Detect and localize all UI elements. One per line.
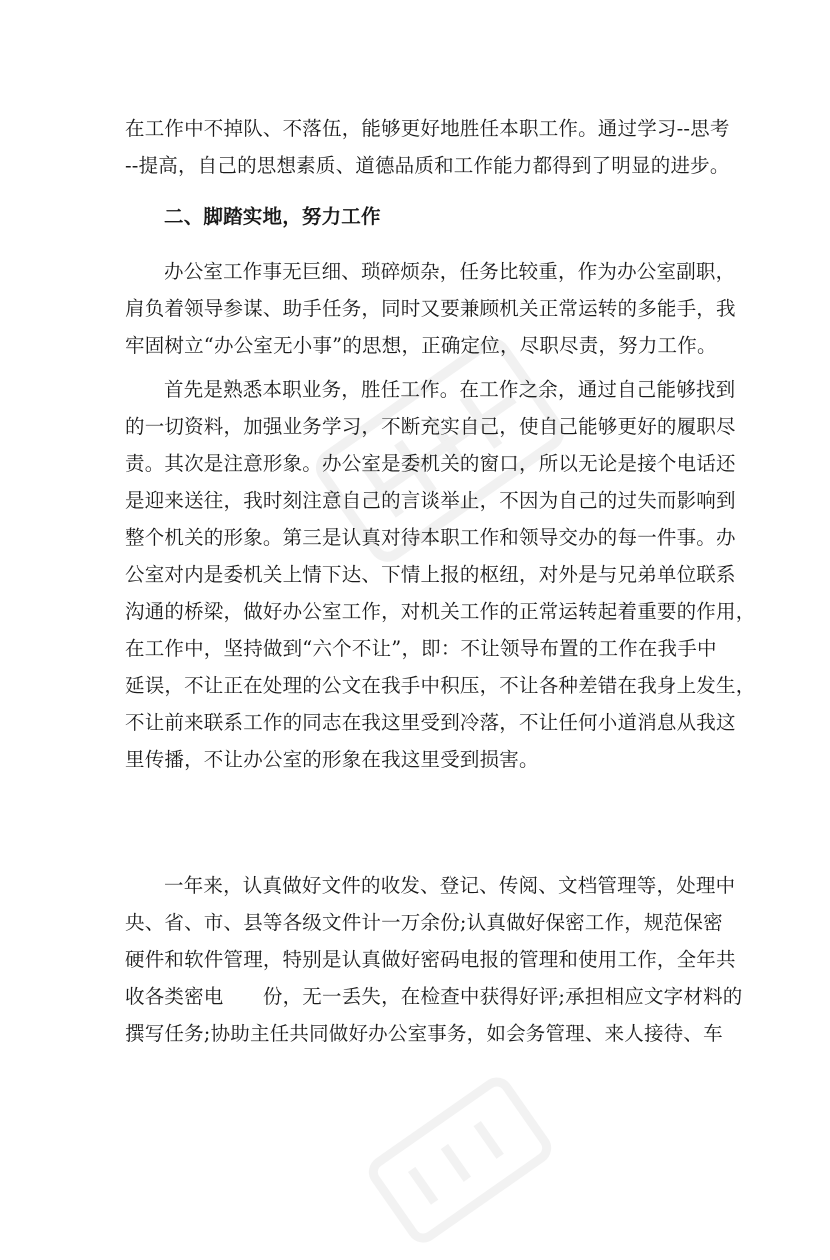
text-line: 央、省、市、县等各级文件计一万余份;认真做好保密工作，规范保密 xyxy=(125,911,723,934)
text-line: 不让前来联系工作的同志在我这里受到冷落，不让任何小道消息从我这 xyxy=(125,711,736,734)
paragraph-year-summary xyxy=(125,867,743,1052)
text-line: 办公室工作事无巨细、琐碎烦杂，任务比较重，作为办公室副职， xyxy=(164,260,736,283)
text-line: 里传播，不让办公室的形象在我这里受到损害。 xyxy=(125,748,539,771)
text-line: 是迎来送往，我时刻注意自己的言谈举止，不因为自己的过失而影响到 xyxy=(125,489,736,512)
text-line: 一年来，认真做好文件的收发、登记、传阅、文档管理等，处理中 xyxy=(164,874,736,897)
text-line: 牢固树立“办公室无小事”的思想，正确定位，尽职尽责，努力工作。 xyxy=(125,334,717,357)
text-line: 硬件和软件管理，特别是认真做好密码电报的管理和使用工作，全年共 xyxy=(125,948,736,971)
text-line: 沟通的桥梁，做好办公室工作，对机关工作的正常运转起着重要的作用， xyxy=(125,600,756,623)
paragraph-office-duties xyxy=(125,253,736,364)
text-line: --提高，自己的思想素质、道德品质和工作能力都得到了明显的进步。 xyxy=(125,154,730,177)
text-line: 肩负着领导参谋、助手任务，同时又要兼顾机关正常运转的多能手，我 xyxy=(125,297,736,320)
text-line: 在工作中不掉队、不落伍，能够更好地胜任本职工作。通过学习--思考 xyxy=(125,117,730,140)
text-line: 公室对内是委机关上情下达、下情上报的枢纽，对外是与兄弟单位联系 xyxy=(125,563,736,586)
text-line: 撰写任务;协助主任共同做好办公室事务，如会务管理、来人接待、车 xyxy=(125,1022,723,1045)
text-line: 整个机关的形象。第三是认真对待本职工作和领导交办的每一件事。办 xyxy=(125,526,736,549)
text-line: 延误，不让正在处理的公文在我手中积压，不让各种差错在我身上发生， xyxy=(125,674,756,697)
text-line: 责。其次是注意形象。办公室是委机关的窗口，所以无论是接个电话还 xyxy=(125,452,736,475)
paragraph-continuation xyxy=(125,110,730,184)
paragraph-familiarize-business xyxy=(125,371,756,778)
section-heading: 二、脚踏实地，努力工作 xyxy=(164,205,381,228)
text-line: 收各类密电 份，无一丢失，在检查中获得好评;承担相应文字材料的 xyxy=(125,985,743,1008)
text-line: 的一切资料，加强业务学习，不断充实自己，使自己能够更好的履职尽 xyxy=(125,415,736,438)
text-line: 首先是熟悉本职业务，胜任工作。在工作之余，通过自己能够找到 xyxy=(164,378,736,401)
text-line: 在工作中，坚持做到“六个不让”，即：不让领导布置的工作在我手中 xyxy=(125,637,717,660)
